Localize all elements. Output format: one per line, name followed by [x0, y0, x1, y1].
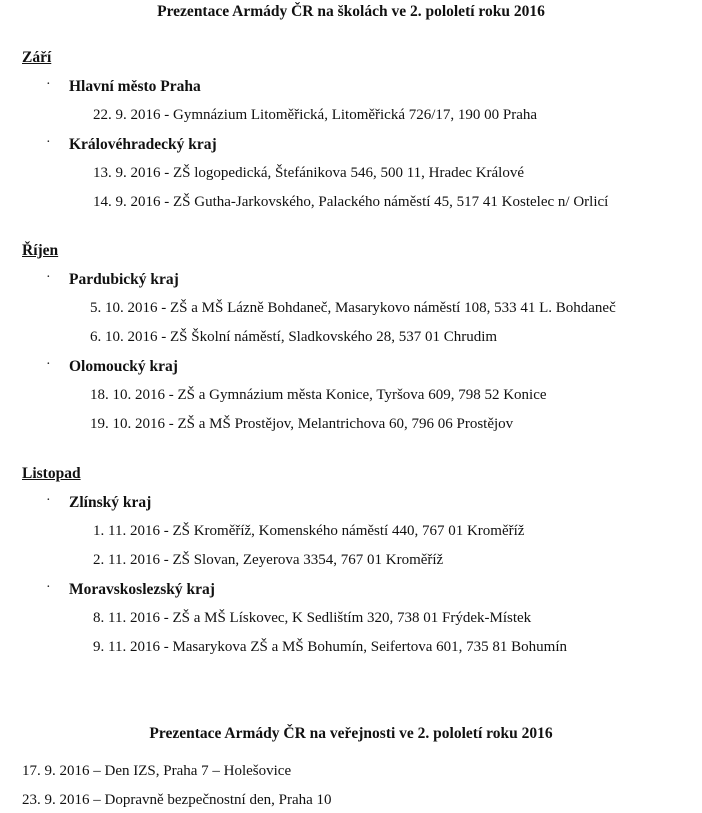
list-item: 6. 10. 2016 - ZŠ Školní náměstí, Sladkovského 28, 537 01 Chrudim [90, 329, 498, 345]
region-name: Moravskoslezský kraj [69, 581, 215, 598]
bullet-icon: · [46, 135, 51, 150]
region-name: Královéhradecký kraj [69, 136, 217, 153]
list-item: 19. 10. 2016 - ZŠ a MŠ Prostějov, Melantrichova 60, 796 06 Prostějov [90, 416, 514, 432]
month-heading-zari: Září [22, 49, 52, 66]
month-heading-listopad: Listopad [22, 465, 81, 482]
list-item: 18. 10. 2016 - ZŠ a Gymnázium města Konice, Tyršova 609, 798 52 Konice [90, 387, 547, 403]
region-name: Pardubický kraj [69, 271, 179, 288]
list-item: 13. 9. 2016 - ZŠ logopedická, Štefánikova 546, 500 11, Hradec Králové [93, 165, 525, 181]
bullet-icon: · [46, 270, 51, 285]
list-item: 5. 10. 2016 - ZŠ a MŠ Lázně Bohdaneč, Masarykovo náměstí 108, 533 41 L. Bohdaneč [90, 300, 616, 316]
list-item: 23. 9. 2016 – Dopravně bezpečnostní den, Praha 10 [22, 792, 332, 808]
region-name: Zlínský kraj [69, 494, 152, 511]
region-name: Olomoucký kraj [69, 358, 178, 375]
list-item: 1. 11. 2016 - ZŠ Kroměříž, Komenského náměstí 440, 767 01 Kroměříž [93, 523, 525, 539]
list-item: 17. 9. 2016 – Den IZS, Praha 7 – Holešovice [22, 763, 292, 779]
bullet-icon: · [46, 580, 51, 595]
region-name: Hlavní město Praha [69, 78, 201, 95]
public-section-title: Prezentace Armády ČR na veřejnosti ve 2. pololetí roku 2016 [149, 725, 553, 742]
list-item: 2. 11. 2016 - ZŠ Slovan, Zeyerova 3354, 767 01 Kroměříž [93, 552, 444, 568]
list-item: 9. 11. 2016 - Masarykova ZŠ a MŠ Bohumín, Seifertova 601, 735 81 Bohumín [93, 639, 567, 655]
list-item: 8. 11. 2016 - ZŠ a MŠ Lískovec, K Sedlištím 320, 738 01 Frýdek-Místek [93, 610, 532, 626]
list-item: 14. 9. 2016 - ZŠ Gutha-Jarkovského, Palackého náměstí 45, 517 41 Kostelec n/ Orlicí [93, 194, 609, 210]
list-item: 22. 9. 2016 - Gymnázium Litoměřická, Litoměřická 726/17, 190 00 Praha [93, 107, 538, 123]
bullet-icon: · [46, 357, 51, 372]
school-section-title: Prezentace Armády ČR na školách ve 2. pololetí roku 2016 [157, 3, 545, 20]
bullet-icon: · [46, 493, 51, 508]
month-heading-rijen: Říjen [22, 242, 59, 259]
bullet-icon: · [46, 77, 51, 92]
